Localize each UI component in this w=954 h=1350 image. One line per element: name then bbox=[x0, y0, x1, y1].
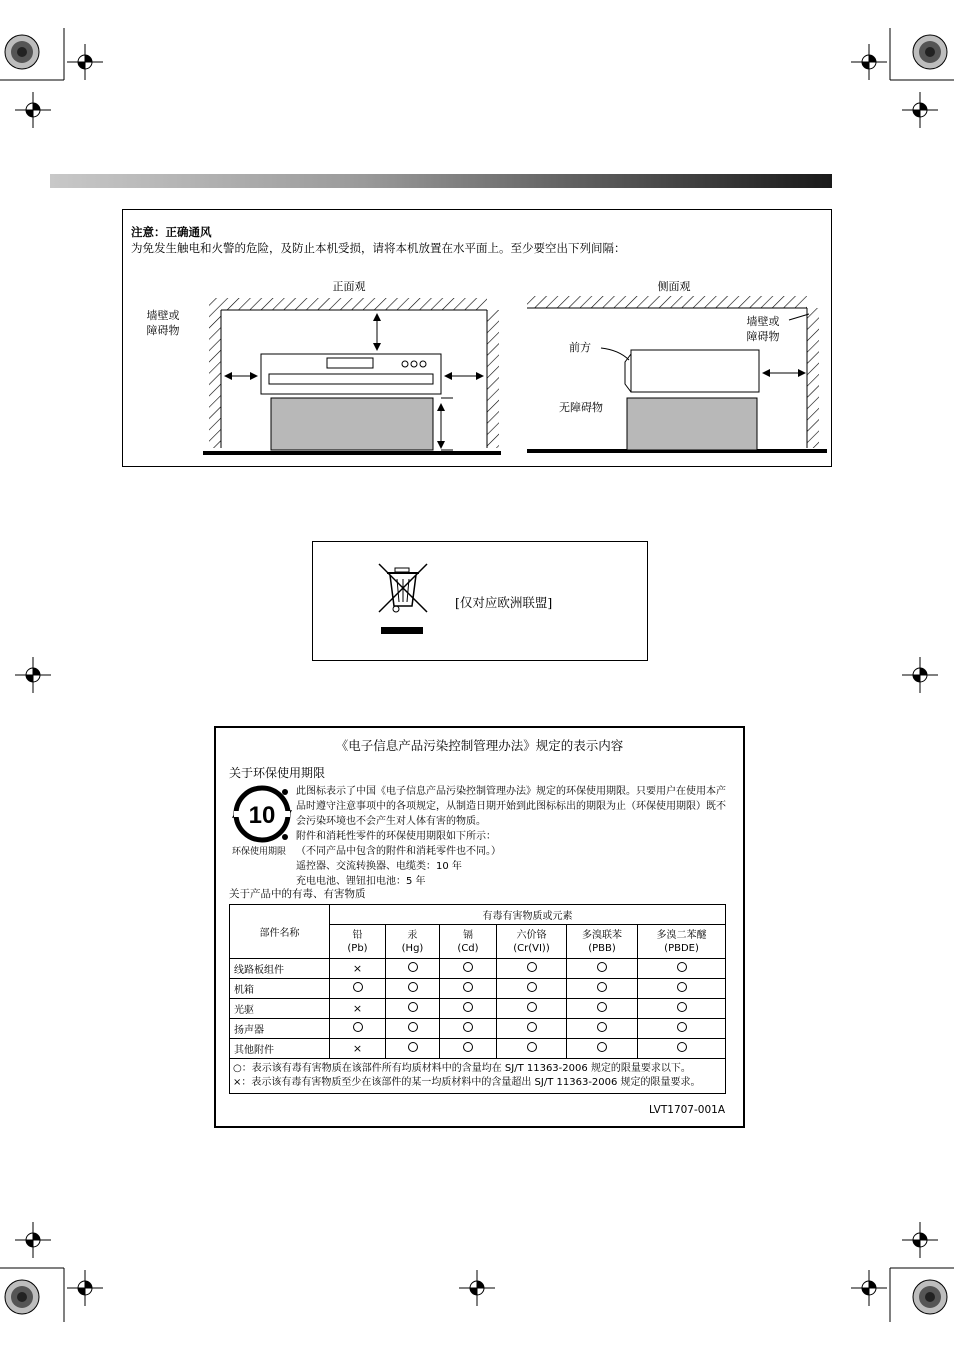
substance-symbol: (Cd) bbox=[457, 942, 479, 954]
part-name-cell: 光驱 bbox=[230, 999, 330, 1019]
circle-icon bbox=[527, 1022, 537, 1032]
compliant-mark bbox=[386, 999, 440, 1019]
circle-icon bbox=[463, 982, 473, 992]
compliant-mark bbox=[497, 959, 567, 979]
substance-symbol: (PBB) bbox=[588, 942, 616, 954]
table-row bbox=[230, 959, 726, 979]
ventilation-caution-box bbox=[122, 209, 832, 467]
table-row bbox=[230, 999, 726, 1019]
compliant-mark bbox=[638, 959, 726, 979]
compliant-mark bbox=[330, 1019, 386, 1039]
ventilation-diagram bbox=[123, 210, 831, 466]
circle-icon bbox=[677, 962, 687, 972]
substance-name: 多溴联苯 bbox=[582, 929, 622, 941]
compliant-mark bbox=[440, 1019, 497, 1039]
header-gradient-bar bbox=[50, 174, 832, 188]
circle-icon bbox=[463, 1002, 473, 1012]
logo-number: 10 bbox=[248, 802, 276, 829]
side-view-label: 侧面观 bbox=[657, 280, 691, 293]
compliant-mark bbox=[497, 1019, 567, 1039]
part-name-cell: 其他附件 bbox=[230, 1039, 330, 1059]
wall-label-right: 墙壁或 障碍物 bbox=[746, 315, 780, 343]
circle-icon bbox=[463, 962, 473, 972]
circle-icon bbox=[527, 982, 537, 992]
env-bullets bbox=[296, 784, 726, 889]
compliant-mark bbox=[330, 979, 386, 999]
no-obstacle-label: 无障碍物 bbox=[559, 401, 603, 414]
compliant-mark bbox=[567, 1039, 638, 1059]
part-name-cell: 线路板组件 bbox=[230, 959, 330, 979]
sub-line-1: （不同产品中包含的附件和消耗零件也不同。） bbox=[296, 846, 501, 857]
substance-name: 铅 bbox=[352, 929, 363, 941]
circle-icon bbox=[527, 962, 537, 972]
cross-icon: × bbox=[352, 1042, 363, 1055]
circle-icon bbox=[597, 1002, 607, 1012]
compliant-mark bbox=[440, 979, 497, 999]
bullet-item bbox=[296, 784, 726, 829]
note-circle: ○：表示该有毒有害物质在该部件所有均质材料中的含量均在 SJ/T 11363-2006 规定的限量要求以下。 bbox=[233, 1063, 691, 1074]
compliant-mark bbox=[440, 999, 497, 1019]
circle-icon bbox=[677, 982, 687, 992]
substance-symbol: (Cr(VI)) bbox=[513, 942, 550, 954]
table-row bbox=[230, 1019, 726, 1039]
logo-caption: 环保使用期限 bbox=[232, 847, 287, 857]
weee-notice-box bbox=[312, 541, 648, 661]
circle-icon bbox=[677, 1002, 687, 1012]
substance-name: 多溴二苯醚 bbox=[656, 929, 707, 941]
cross-icon: × bbox=[352, 962, 363, 975]
circle-icon bbox=[597, 982, 607, 992]
compliant-mark bbox=[386, 1039, 440, 1059]
compliant-mark bbox=[386, 979, 440, 999]
circle-icon bbox=[408, 1002, 418, 1012]
compliant-mark bbox=[567, 959, 638, 979]
substance-header bbox=[386, 925, 440, 959]
sub-line-3: 充电电池、锂钮扣电池：5 年 bbox=[296, 876, 426, 887]
part-name-header: 部件名称 bbox=[230, 905, 330, 959]
compliant-mark bbox=[386, 959, 440, 979]
table-row bbox=[230, 1039, 726, 1059]
compliant-mark bbox=[638, 979, 726, 999]
substance-header bbox=[497, 925, 567, 959]
circle-icon bbox=[597, 1042, 607, 1052]
circle-icon bbox=[677, 1022, 687, 1032]
substance-name: 六价铬 bbox=[516, 929, 547, 941]
document-code: LVT1707-001A bbox=[648, 1104, 725, 1116]
part-name-cell: 机箱 bbox=[230, 979, 330, 999]
circle-icon bbox=[408, 982, 418, 992]
compliant-mark bbox=[497, 979, 567, 999]
hazard-substance-table bbox=[229, 904, 726, 1094]
table-row bbox=[230, 979, 726, 999]
circle-icon bbox=[353, 1022, 363, 1032]
wall-label-left: 墙壁或 障碍物 bbox=[146, 309, 180, 337]
crossed-bin-icon bbox=[375, 562, 435, 634]
ventilation-title: 注意：正确通风 bbox=[131, 225, 212, 239]
compliant-mark bbox=[386, 1019, 440, 1039]
bullet-text-2: 附件和消耗性零件的环保使用期限如下所示： bbox=[296, 831, 496, 842]
compliant-mark bbox=[567, 979, 638, 999]
ventilation-text: 为免发生触电和火警的危险，及防止本机受损，请将本机放置在水平面上。至少要空出下列间隔： bbox=[131, 241, 626, 255]
cross-icon: × bbox=[352, 1002, 363, 1015]
rohs-title: 《电子信息产品污染控制管理办法》规定的表示内容 bbox=[335, 738, 624, 753]
compliant-mark bbox=[638, 1019, 726, 1039]
substance-name: 镉 bbox=[463, 929, 473, 941]
exceeds-mark bbox=[330, 1039, 386, 1059]
china-rohs-box bbox=[214, 726, 745, 1128]
front-direction-label: 前方 bbox=[569, 341, 591, 354]
compliant-mark bbox=[567, 999, 638, 1019]
substance-symbol: (Hg) bbox=[401, 942, 424, 954]
note-cross: ×：表示该有毒有害物质至少在该部件的某一均质材料中的含量超出 SJ/T 11363-2006 规定的限量要求。 bbox=[233, 1077, 701, 1088]
compliant-mark bbox=[440, 1039, 497, 1059]
sub-line-2: 遥控器、交流转换器、电缆类：10 年 bbox=[296, 861, 462, 872]
compliant-mark bbox=[638, 999, 726, 1019]
substance-header bbox=[440, 925, 497, 959]
circle-icon bbox=[527, 1002, 537, 1012]
compliant-mark bbox=[567, 1019, 638, 1039]
substance-symbol: (PBDE) bbox=[664, 942, 699, 954]
part-name-cell: 扬声器 bbox=[230, 1019, 330, 1039]
exceeds-mark bbox=[330, 999, 386, 1019]
bullet-text-1: 此图标表示了中国《电子信息产品污染控制管理办法》规定的环保使用期限。只要用户在使用本产品时遵守注意事项中的各项规定，从制造日期开始到此图标标出的期限为止（环保使用期限）既不会污染环境也不会产生对人体有害的物质。 bbox=[296, 786, 726, 827]
bullet-item bbox=[296, 829, 726, 844]
substance-symbol: (Pb) bbox=[347, 942, 368, 954]
table-notes-row bbox=[230, 1059, 726, 1094]
table-notes bbox=[230, 1059, 726, 1094]
exceeds-mark bbox=[330, 959, 386, 979]
substance-header bbox=[638, 925, 726, 959]
substance-name: 汞 bbox=[407, 929, 418, 941]
env-period-heading: 关于环保使用期限 bbox=[229, 766, 326, 780]
circle-icon bbox=[408, 1022, 418, 1032]
substance-header bbox=[567, 925, 638, 959]
circle-icon bbox=[597, 1022, 607, 1032]
eu-only-label: [仅对应欧洲联盟] bbox=[455, 595, 553, 610]
hazard-heading: 关于产品中的有毒、有害物质 bbox=[229, 888, 366, 900]
circle-icon bbox=[527, 1042, 537, 1052]
circle-icon bbox=[463, 1042, 473, 1052]
compliant-mark bbox=[638, 1039, 726, 1059]
substance-header bbox=[330, 925, 386, 959]
substance-group-header: 有毒有害物质或元素 bbox=[330, 905, 726, 925]
circle-icon bbox=[408, 1042, 418, 1052]
circle-icon bbox=[353, 982, 363, 992]
circle-icon bbox=[597, 962, 607, 972]
circle-icon bbox=[463, 1022, 473, 1032]
compliant-mark bbox=[440, 959, 497, 979]
front-view-diagram bbox=[203, 298, 501, 453]
compliant-mark bbox=[497, 999, 567, 1019]
front-view-label: 正面观 bbox=[332, 280, 366, 293]
circle-icon bbox=[677, 1042, 687, 1052]
compliant-mark bbox=[497, 1039, 567, 1059]
circle-icon bbox=[408, 962, 418, 972]
